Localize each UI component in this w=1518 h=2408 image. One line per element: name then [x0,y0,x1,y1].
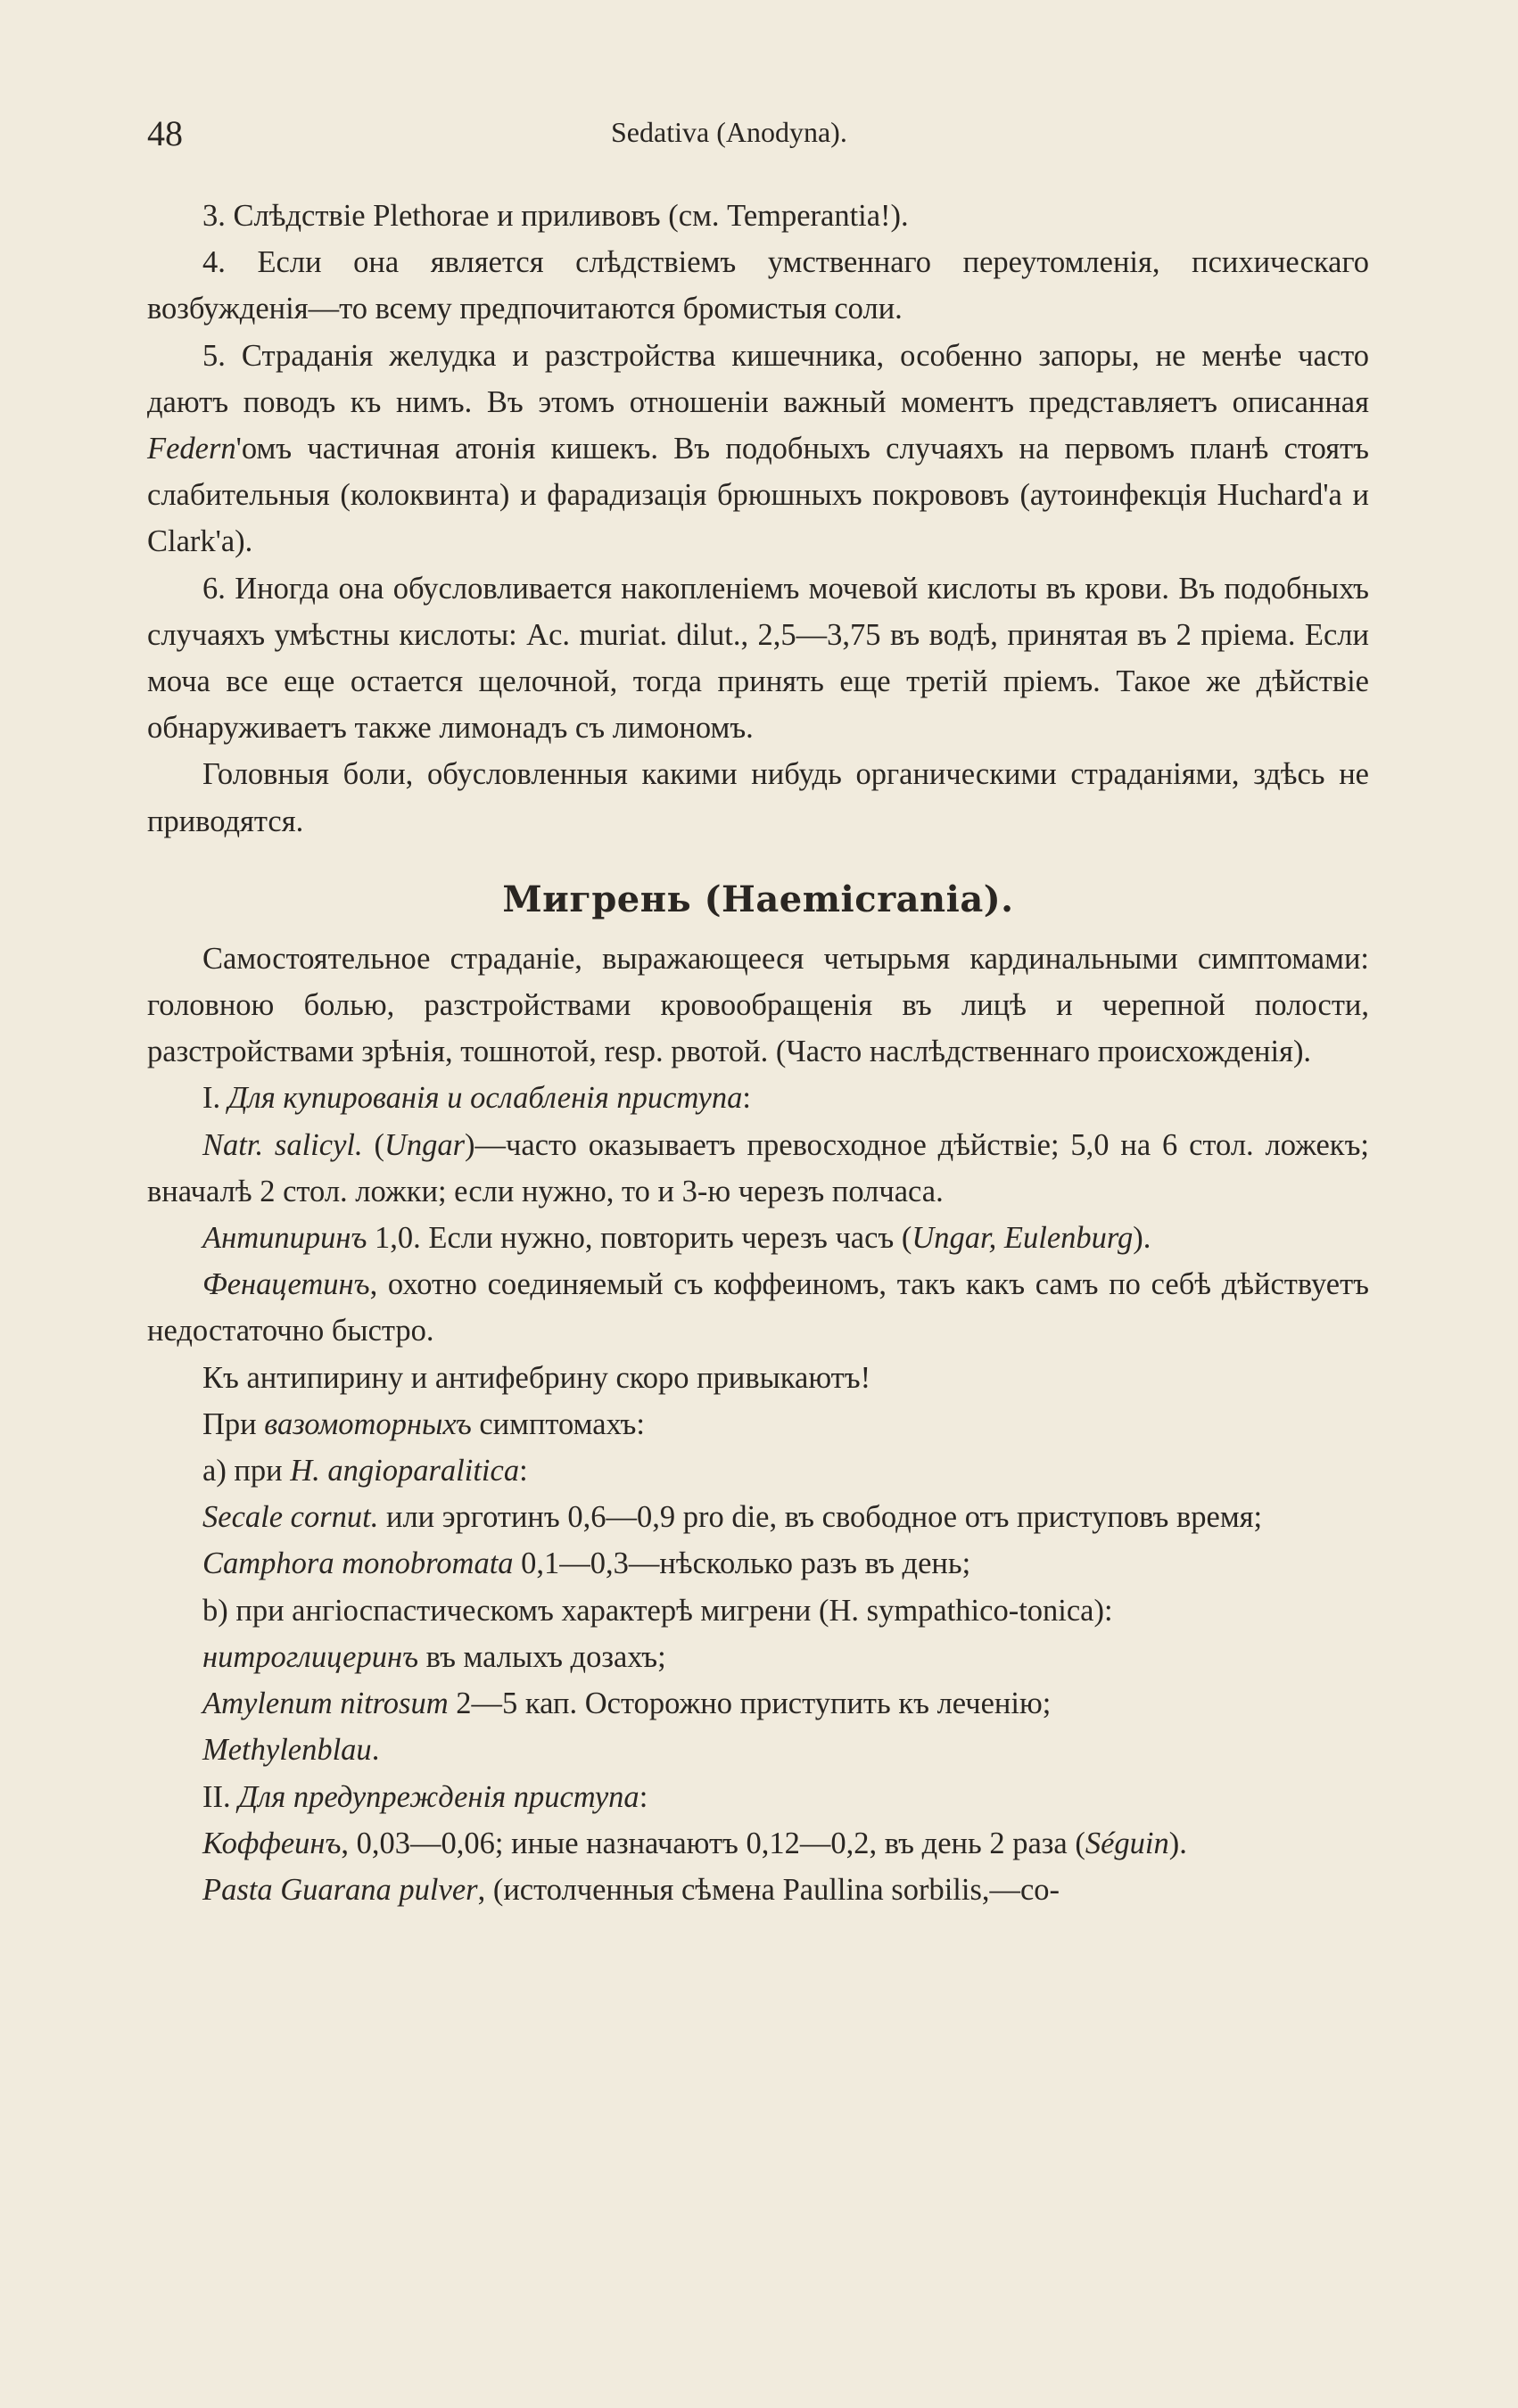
subsection-b: b) при ангіоспастическомъ характерѣ мигрени (H. sympathico-tonica): [202,1593,1113,1628]
entry-antipyrin: Антипиринъ 1,0. Если нужно, повторить черезъ часъ (Ungar, Eulenburg). [202,1221,1151,1256]
entry-methylenblau: Methylenblau. [202,1733,380,1768]
entry-secale: Secale cornut. или эрготинъ 0,6—0,9 pro die, въ свободное отъ приступовъ время; [202,1500,1263,1535]
paragraph-organic: Головныя боли, обусловленныя какими нибудь органическими страданіями, здѣсь не приводятся. [147,757,1369,838]
page-body [147,193,1369,1913]
entry-amylenum: Amylenum nitrosum 2—5 кап. Осторожно приступить къ леченію; [202,1686,1052,1721]
page-number: 48 [147,113,183,153]
entry-nitroglycerin: нитроглицеринъ въ малыхъ дозахъ; [202,1639,666,1674]
running-title: Sedativa (Anodyna). [611,116,847,148]
paragraph-uric-acid: 6. Иногда она обусловливается накопленіемъ мочевой кислоты въ крови. Въ подобныхъ случаяхъ умѣстны кислоты: Ac. muriat. dilut., 2,5—3,75 въ водѣ, принятая въ 2 пріема. Если моча все еще остается щелочной, тогда принять еще третій пріемъ. Такое же дѣйствіе обнаруживаетъ также лимонадъ съ лимономъ. [147,571,1369,746]
habit-note: Къ антипирину и антифебрину скоро привыкаютъ! [202,1360,871,1395]
vasomotor-line: При вазомоторныхъ симптомахъ: [202,1406,645,1441]
subsection-a: а) при H. angioparalitica: [202,1454,528,1489]
section-heading: Мигрень (Haemicrania). [502,878,1014,920]
paragraph-mental-fatigue: 4. Если она является слѣдствіемъ умственнаго переутомленія, психическаго возбужденія—то всему предпочитаются бромистыя соли. [147,245,1369,326]
entry-coffein: Коффеинъ, 0,03—0,06; иные назначаютъ 0,12—0,2, въ день 2 раза (Séguin). [202,1826,1187,1860]
paragraph-migraine-intro: Самостоятельное страданіе, выражающееся четырьмя кардинальными симптомами: головною болью, разстройствами кровообращенія въ лицѣ и черепной полости, разстройствами зрѣнія, тошнотой, resp. рвотой. (Часто наслѣдственнаго происхожденія). [147,941,1369,1069]
entry-phenacetin: Фенацетинъ, охотно соединяемый съ коффеиномъ, такъ какъ самъ по себѣ дѣйствуетъ недостаточно быстро. [147,1267,1369,1348]
page-header [147,112,1371,166]
entry-natr-salicyl: Natr. salicyl. (Ungar)—часто оказываетъ превосходное дѣйствіе; 5,0 на 6 стол. ложекъ; вначалѣ 2 стол. ложки; если нужно, то и 3-ю черезъ полчаса. [147,1127,1369,1208]
part-two-heading: II. Для предупрежденія приступа: [202,1779,648,1814]
author-federn: Federn [147,432,236,466]
paragraph-stomach: 5. Страданія желудка и разстройства кишечника, особенно запоры, не менѣе часто даютъ поводъ къ нимъ. Въ этомъ отношеніи важный моментъ представляетъ описанная Federn'омъ частичная атонія кишекъ. Въ подобныхъ случаяхъ на первомъ планѣ стоятъ слабительныя (колоквинта) и фарадизація брюшныхъ покрововъ (аутоинфекція Huchard'a и Clark'a). [147,338,1369,559]
entry-camphora: Camphora monobromata 0,1—0,3—нѣсколько разъ въ день; [202,1546,971,1581]
paragraph-plethora: 3. Слѣдствіе Plethorae и приливовъ (см. Temperantia!). [202,199,909,233]
entry-pasta-guarana: Pasta Guarana pulver, (истолченныя сѣмена Paullina sorbilis,—со- [202,1872,1060,1907]
part-one-heading: I. Для купированія и ослабленія приступа: [202,1081,751,1116]
